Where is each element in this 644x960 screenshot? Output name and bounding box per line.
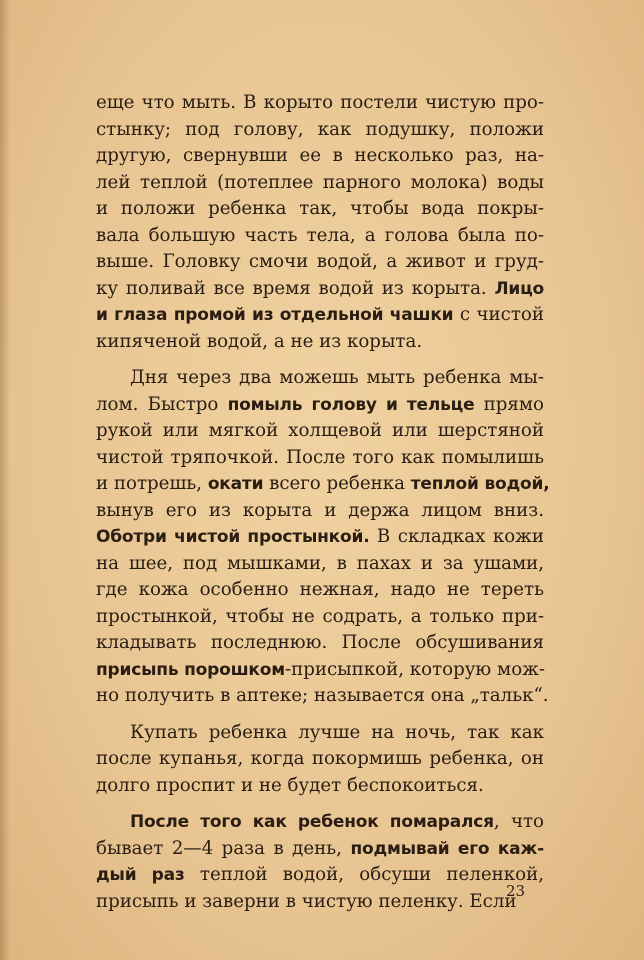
text-run: другую, свернувши ее в несколько раз, на- <box>96 145 544 166</box>
paragraph-gap <box>96 799 544 809</box>
bold-text: Лицо <box>494 278 544 299</box>
body-text <box>96 90 550 915</box>
paragraph <box>96 90 544 355</box>
text-line <box>96 196 544 223</box>
text-line <box>96 862 544 889</box>
text-line <box>96 143 544 170</box>
text-run: чистой тряпочкой. После того как помылишь <box>96 446 544 468</box>
text-run: теплой водой, обсуши пеленкой, <box>184 864 544 885</box>
text-line <box>96 418 544 445</box>
text-line <box>96 276 544 303</box>
text-run: рукой или мягкой холщевой или шерстяной <box>96 420 544 441</box>
text-run: после купанья, когда покормишь ребенка, он <box>96 748 544 769</box>
text-run: В складках кожи <box>369 526 544 547</box>
paragraph-gap <box>96 710 544 720</box>
text-line <box>96 445 544 472</box>
text-run: где кожа особенно нежная, надо не тереть <box>96 579 544 600</box>
bold-text: теплой водой, <box>410 474 550 494</box>
text-line <box>96 249 544 276</box>
text-line <box>96 746 544 773</box>
bold-text: подмывай его каж- <box>350 838 544 859</box>
text-run: и потрешь, <box>96 473 208 494</box>
bold-text: присыпь порошком <box>96 659 285 680</box>
text-line <box>96 657 544 684</box>
text-line <box>96 836 544 863</box>
text-run: Купать ребенка лучше на ночь, так как <box>130 721 544 743</box>
text-run: прямо <box>474 393 544 415</box>
text-run: и положи ребенка так, чтобы вода покры- <box>96 198 544 219</box>
text-line <box>96 329 544 356</box>
paragraph <box>96 720 544 800</box>
text-line <box>96 90 544 117</box>
text-line <box>96 720 544 747</box>
text-run: простынкой, чтобы не содрать, а только при- <box>96 605 544 627</box>
text-line <box>96 365 544 392</box>
text-run: выше. Головку смочи водой, а живот и груд- <box>96 251 544 272</box>
text-line <box>96 302 544 329</box>
page-edge-shadow <box>0 0 10 960</box>
text-run: ку поливай все время водой из корыта. <box>96 277 495 299</box>
text-run: лом. Быстро <box>96 393 228 415</box>
text-line <box>96 392 544 419</box>
text-line <box>96 577 544 604</box>
text-run: Дня через два можешь мыть ребенка мы- <box>130 367 544 388</box>
bold-text: Оботри чистой простынкой. <box>96 527 370 547</box>
text-run: с чистой <box>453 304 544 325</box>
bold-text: окати <box>207 474 264 494</box>
text-run: на шее, под мышками, в пахах и за ушами, <box>96 552 544 574</box>
text-run: кладывать последнюю. После обсушивания <box>96 632 544 653</box>
text-run: лей теплой (потеплее парного молока) воды <box>96 171 544 193</box>
text-run: присыпь и заверни в чистую пеленку. Если <box>96 890 517 912</box>
bold-text: помыль голову и тельце <box>227 394 475 415</box>
text-line <box>96 223 544 250</box>
text-run: вала большую часть тела, а голова была по- <box>96 224 544 246</box>
text-run: еще что мыть. В корыто постели чистую про- <box>96 92 544 113</box>
text-line <box>96 117 544 144</box>
text-line <box>96 683 549 710</box>
bold-text: и глаза промой из отдельной чашки <box>96 305 454 325</box>
paragraph <box>96 365 550 710</box>
text-run: долго проспит и не будет беспокоиться. <box>96 774 484 796</box>
text-line <box>96 170 544 197</box>
text-line <box>96 498 544 525</box>
bold-text: После того как ребенок помарался <box>130 812 494 832</box>
text-line <box>96 773 544 800</box>
text-run: вынув его из корыта и держа лицом вниз. <box>96 499 544 521</box>
text-line <box>96 809 544 836</box>
text-run: но получить в аптеке; называется она „тальк“. <box>96 685 549 706</box>
text-run: кипяченой водой, а не из корыта. <box>96 330 423 352</box>
text-line <box>96 471 550 498</box>
text-run: всего ребенка <box>263 473 411 494</box>
paragraph <box>96 809 544 915</box>
page-number: 23 <box>506 882 526 900</box>
text-run: , что <box>493 811 544 832</box>
paragraph-gap <box>96 355 544 365</box>
text-run: -присыпкой, которую мож- <box>284 658 546 680</box>
text-line <box>96 889 544 916</box>
text-line <box>96 524 544 551</box>
text-line <box>96 604 544 631</box>
text-run: бывает 2—4 раза в день, <box>96 837 351 859</box>
bold-text: дый раз <box>96 865 185 885</box>
text-run: стынку; под голову, как подушку, положи <box>96 118 544 140</box>
text-line <box>96 551 544 578</box>
text-line <box>96 630 544 657</box>
